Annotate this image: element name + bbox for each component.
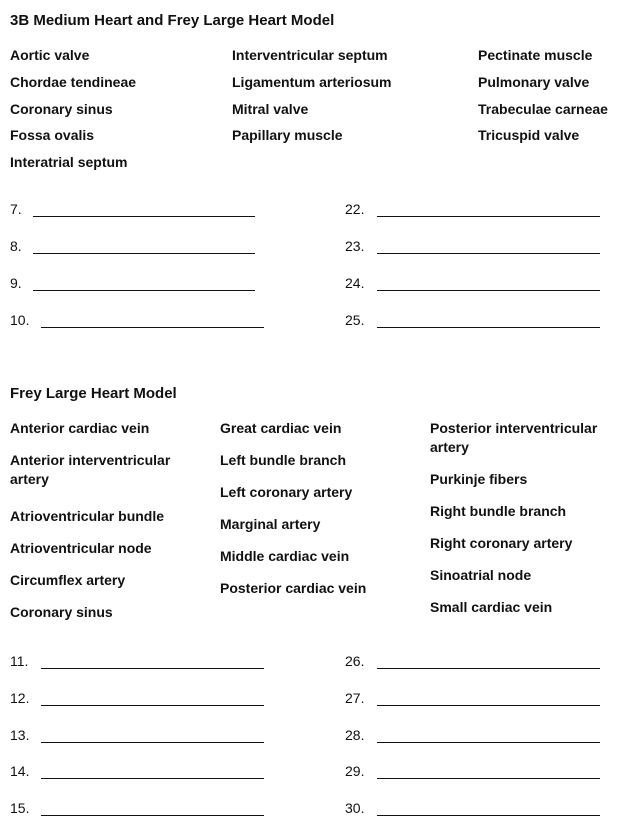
answer-number: 25. xyxy=(345,312,365,328)
answer-number: 7. xyxy=(10,201,22,217)
answer-number: 8. xyxy=(10,238,22,254)
term-pectinate-muscle: Pectinate muscle xyxy=(478,47,593,63)
answer-blank[interactable] xyxy=(41,705,264,706)
answer-number: 27. xyxy=(345,690,365,706)
answer-blank[interactable] xyxy=(377,815,600,816)
answer-number: 26. xyxy=(345,653,365,669)
term-anterior-cardiac-vein: Anterior cardiac vein xyxy=(10,420,150,436)
term-posterior-interventricular-artery: Posterior interventricular artery xyxy=(430,420,598,455)
term-left-coronary-artery: Left coronary artery xyxy=(220,484,353,500)
term-aortic-valve: Aortic valve xyxy=(10,47,90,63)
answer-blank[interactable] xyxy=(41,327,264,328)
answer-blank[interactable] xyxy=(377,327,600,328)
term-pulmonary-valve: Pulmonary valve xyxy=(478,74,590,90)
term-trabeculae-carneae: Trabeculae carneae xyxy=(478,101,608,117)
term-right-bundle-branch: Right bundle branch xyxy=(430,503,567,519)
answer-blank[interactable] xyxy=(377,668,600,669)
answer-number: 24. xyxy=(345,275,365,291)
answer-number: 9. xyxy=(10,275,22,291)
answer-blank[interactable] xyxy=(41,815,264,816)
term-small-cardiac-vein: Small cardiac vein xyxy=(430,599,553,615)
term-posterior-cardiac-vein: Posterior cardiac vein xyxy=(220,580,367,596)
term-interatrial-septum: Interatrial septum xyxy=(10,154,128,170)
answer-blank[interactable] xyxy=(41,668,264,669)
answer-number: 15. xyxy=(10,800,30,816)
term-chordae-tendineae: Chordae tendineae xyxy=(10,74,137,90)
answer-blank[interactable] xyxy=(33,216,255,217)
answer-number: 28. xyxy=(345,727,365,743)
term-marginal-artery: Marginal artery xyxy=(220,516,321,532)
term-coronary-sinus: Coronary sinus xyxy=(10,101,113,117)
answer-number: 10. xyxy=(10,312,30,328)
term-atrioventricular-node: Atrioventricular node xyxy=(10,540,152,556)
answer-blank[interactable] xyxy=(33,253,255,254)
answer-number: 11. xyxy=(10,653,29,669)
term-middle-cardiac-vein: Middle cardiac vein xyxy=(220,548,350,564)
term-atrioventricular-bundle: Atrioventricular bundle xyxy=(10,508,165,524)
term-sinoatrial-node: Sinoatrial node xyxy=(430,567,532,583)
answer-blank[interactable] xyxy=(377,742,600,743)
answer-blank[interactable] xyxy=(377,778,600,779)
section1-title: 3B Medium Heart and Frey Large Heart Model xyxy=(10,12,335,29)
answer-number: 14. xyxy=(10,763,30,779)
term-right-coronary-artery: Right coronary artery xyxy=(430,535,573,551)
term-left-bundle-branch: Left bundle branch xyxy=(220,452,346,468)
answer-number: 22. xyxy=(345,201,365,217)
answer-number: 30. xyxy=(345,800,365,816)
term-ligamentum-arteriosum: Ligamentum arteriosum xyxy=(232,74,392,90)
answer-blank[interactable] xyxy=(377,253,600,254)
answer-number: 12. xyxy=(10,690,30,706)
answer-blank[interactable] xyxy=(377,705,600,706)
term-mitral-valve: Mitral valve xyxy=(232,101,309,117)
answer-blank[interactable] xyxy=(377,216,600,217)
term-great-cardiac-vein: Great cardiac vein xyxy=(220,420,342,436)
answer-blank[interactable] xyxy=(33,290,255,291)
answer-blank[interactable] xyxy=(41,742,264,743)
section2-title: Frey Large Heart Model xyxy=(10,385,177,402)
term-anterior-interventricular-artery: Anterior interventricular artery xyxy=(10,452,171,487)
term-circumflex-artery: Circumflex artery xyxy=(10,572,126,588)
term-interventricular-septum: Interventricular septum xyxy=(232,47,388,63)
term-purkinje-fibers: Purkinje fibers xyxy=(430,471,528,487)
answer-blank[interactable] xyxy=(377,290,600,291)
term-papillary-muscle: Papillary muscle xyxy=(232,127,343,143)
answer-number: 23. xyxy=(345,238,365,254)
term-tricuspid-valve: Tricuspid valve xyxy=(478,127,580,143)
term-fossa-ovalis: Fossa ovalis xyxy=(10,127,95,143)
answer-blank[interactable] xyxy=(41,778,264,779)
answer-number: 13. xyxy=(10,727,30,743)
answer-number: 29. xyxy=(345,763,365,779)
term-coronary-sinus: Coronary sinus xyxy=(10,604,113,620)
